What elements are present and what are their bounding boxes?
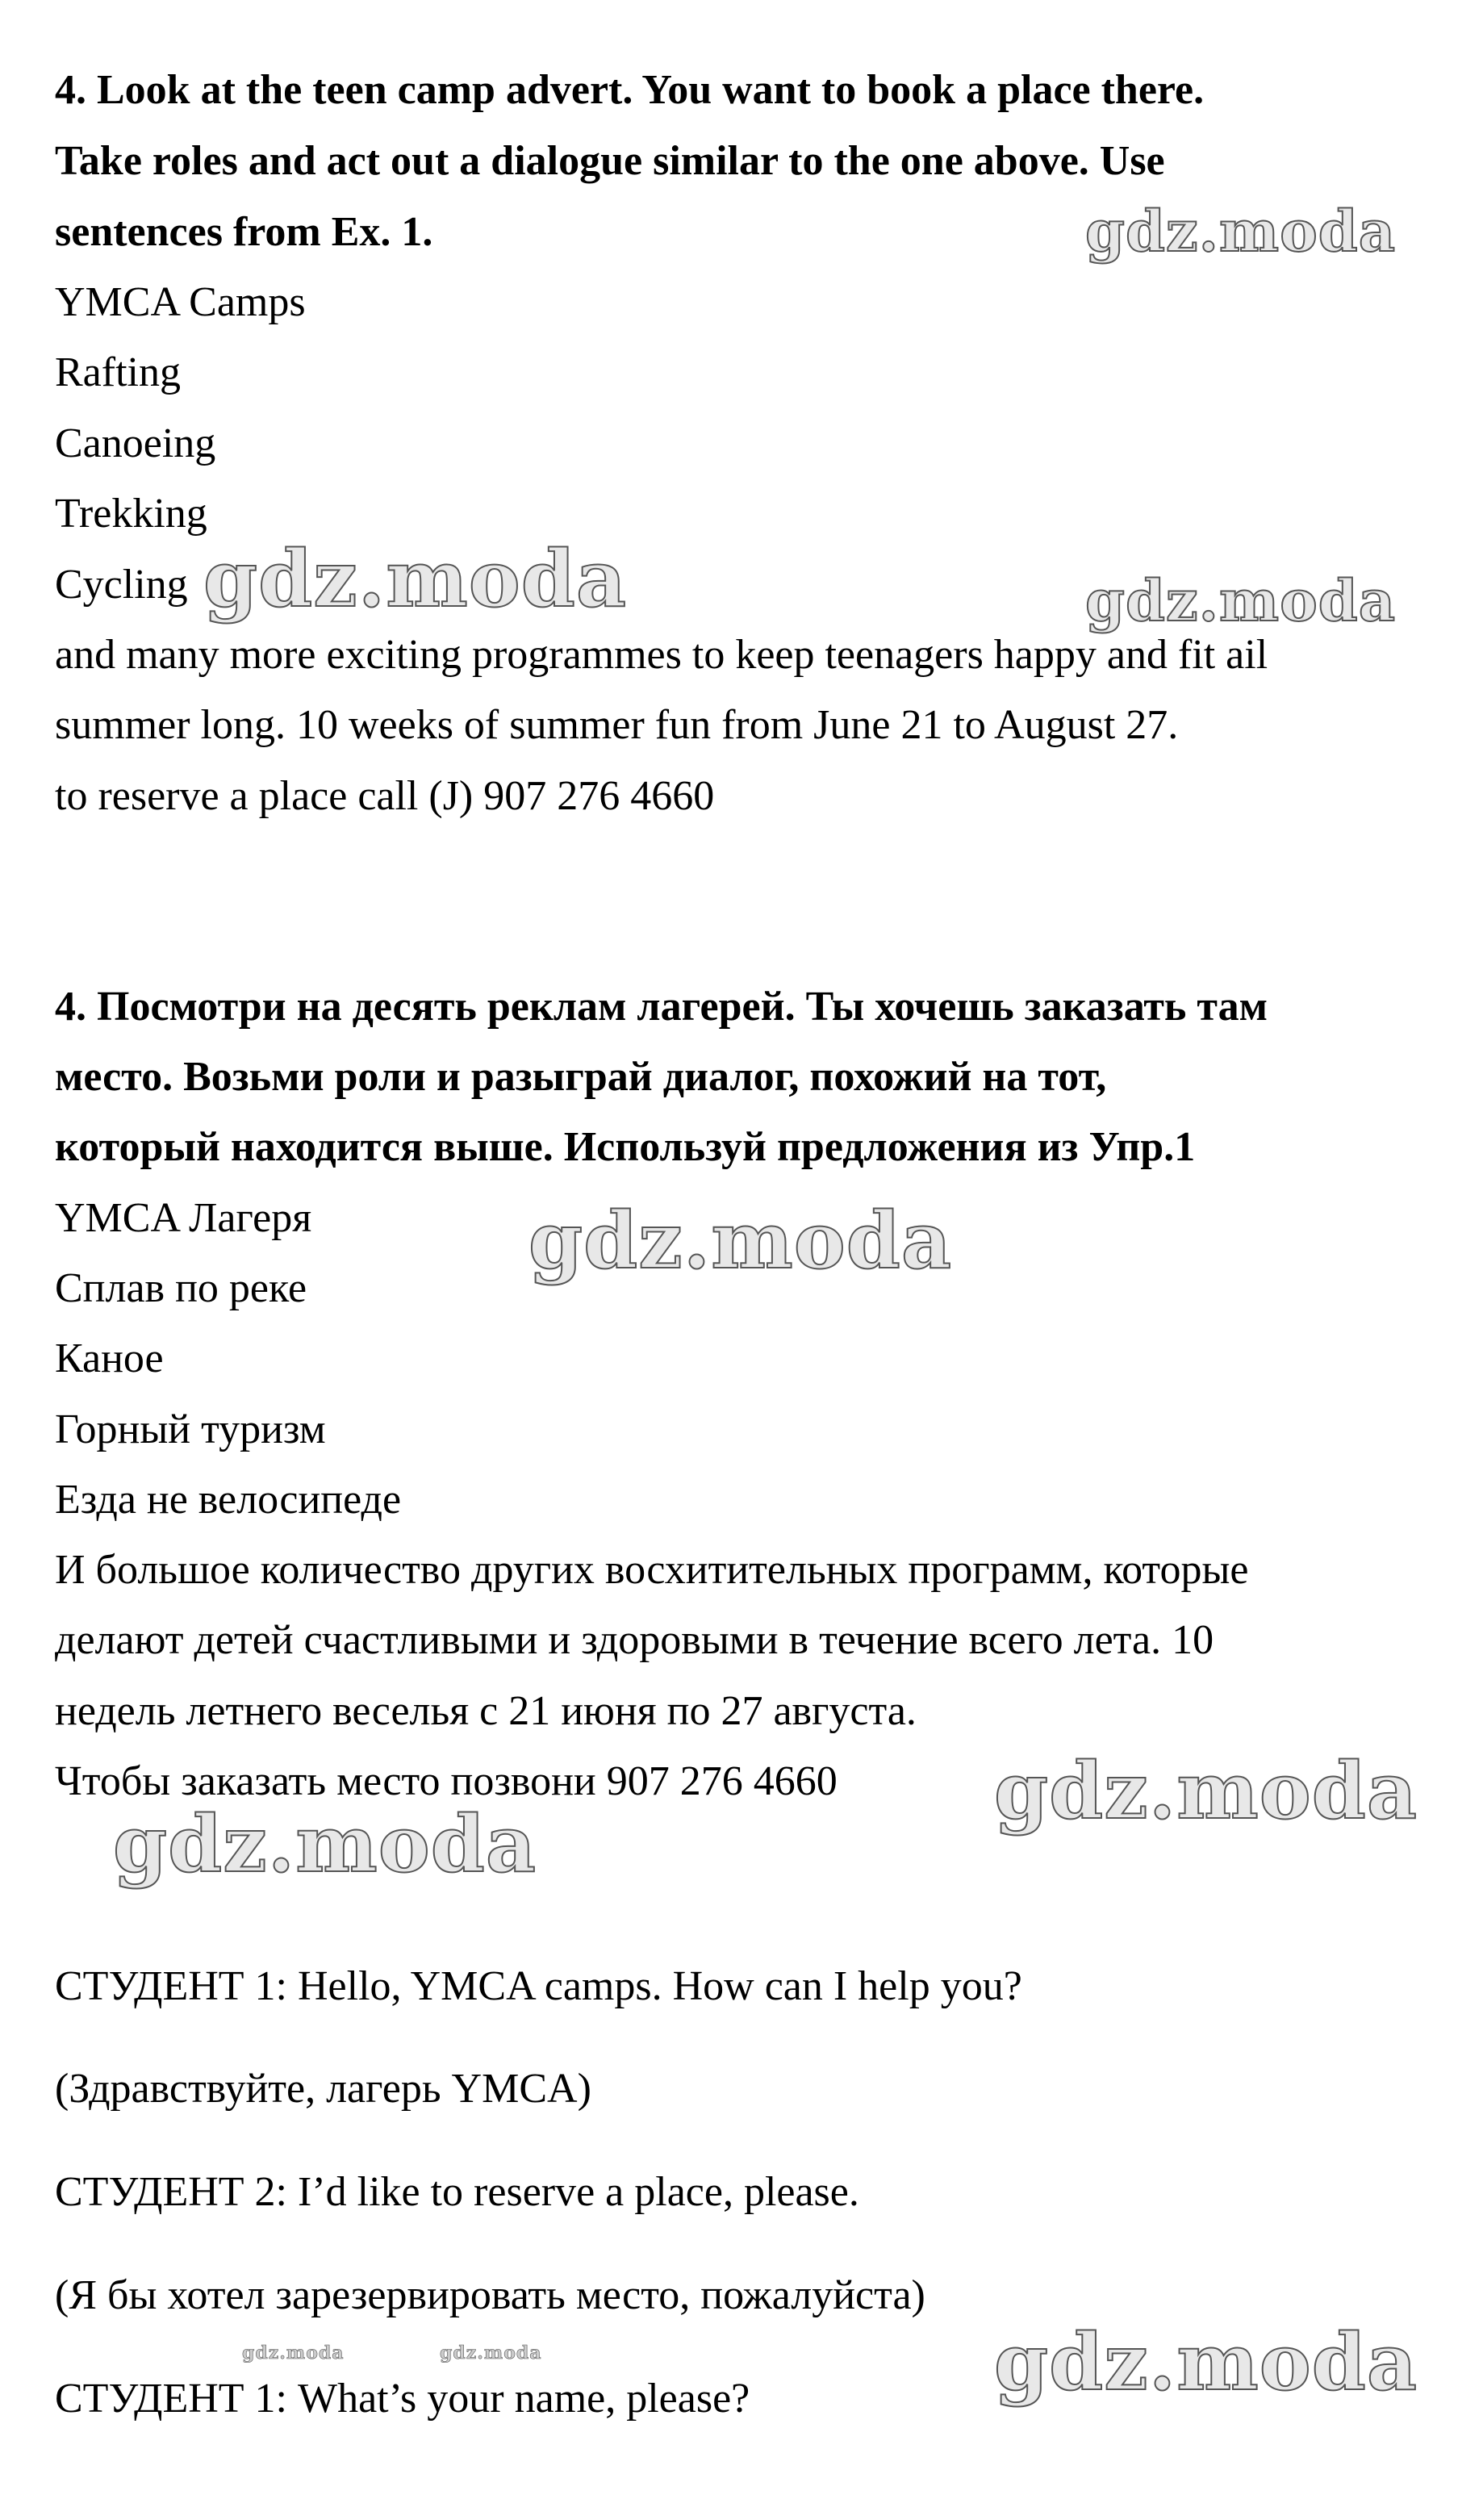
task-en-line-3: sentences from Ex. 1. — [55, 209, 433, 255]
advert-ru-item-canoe: Каное — [55, 1335, 164, 1381]
watermark: gdz.moda — [1085, 198, 1397, 265]
advert-ru-body-line-3: недель летнего веселья с 21 июня по 27 августа. — [55, 1688, 917, 1734]
advert-ru-body-line-2: делают детей счастливыми и здоровыми в течение всего лета. 10 — [55, 1617, 1214, 1663]
dialogue-line-4: (Я бы хотел зарезервировать место, пожалуйста) — [55, 2272, 925, 2318]
advert-ru-title: YMCA Лагеря — [55, 1195, 312, 1241]
advert-ru-item-trekking: Горный туризм — [55, 1406, 326, 1452]
advert-en-body-line-2: summer long. 10 weeks of summer fun from June 21 to August 27. — [55, 702, 1179, 748]
watermark: gdz.moda — [203, 533, 628, 625]
dialogue-line-1: СТУДЕНТ 1: Hello, YMCA camps. How can I help you? — [55, 1963, 1022, 2009]
dialogue-line-3: СТУДЕНТ 2: I’d like to reserve a place, please. — [55, 2169, 859, 2215]
advert-en-title: YMCA Camps — [55, 279, 306, 325]
advert-ru-item-rafting: Сплав по реке — [55, 1265, 307, 1311]
task-en-line-1: 4. Look at the teen camp advert. You want to book a place there. — [55, 67, 1205, 113]
watermark: gdz.moda — [113, 1799, 537, 1890]
advert-ru-item-cycling: Езда не велосипеде — [55, 1477, 402, 1523]
watermark: gdz.moda — [528, 1195, 953, 1286]
task-ru-line-1: 4. Посмотри на десять реклам лагерей. Ты хочешь заказать там — [55, 984, 1268, 1030]
advert-en-item-rafting: Rafting — [55, 349, 181, 395]
task-ru-line-2: место. Возьми роли и разыграй диалог, похожий на тот, — [55, 1054, 1107, 1100]
advert-en-item-trekking: Trekking — [55, 491, 207, 537]
watermark: gdz.moda — [440, 2342, 542, 2363]
watermark: gdz.moda — [1085, 567, 1397, 634]
advert-ru-body-line-1: И большое количество других восхитительных программ, которые — [55, 1547, 1249, 1593]
advert-en-body-line-1: and many more exciting programmes to keep teenagers happy and fit ail — [55, 632, 1268, 678]
task-ru-line-3: который находится выше. Используй предложения из Упр.1 — [55, 1124, 1196, 1170]
watermark: gdz.moda — [994, 2317, 1418, 2408]
dialogue-line-2: (Здравствуйте, лагерь YMCA) — [55, 2066, 591, 2112]
advert-en-item-cycling: Cycling — [55, 562, 188, 608]
advert-ru-body-line-4: Чтобы заказать место позвони 907 276 4660 — [55, 1758, 838, 1804]
watermark: gdz.moda — [994, 1745, 1418, 1837]
advert-en-body-line-3: to reserve a place call (J) 907 276 4660 — [55, 773, 715, 819]
advert-en-item-canoeing: Canoeing — [55, 420, 216, 466]
dialogue-line-5: СТУДЕНТ 1: What’s your name, please? — [55, 2376, 750, 2422]
task-en-line-2: Take roles and act out a dialogue similar to the one above. Use — [55, 138, 1165, 184]
watermark: gdz.moda — [242, 2342, 345, 2363]
